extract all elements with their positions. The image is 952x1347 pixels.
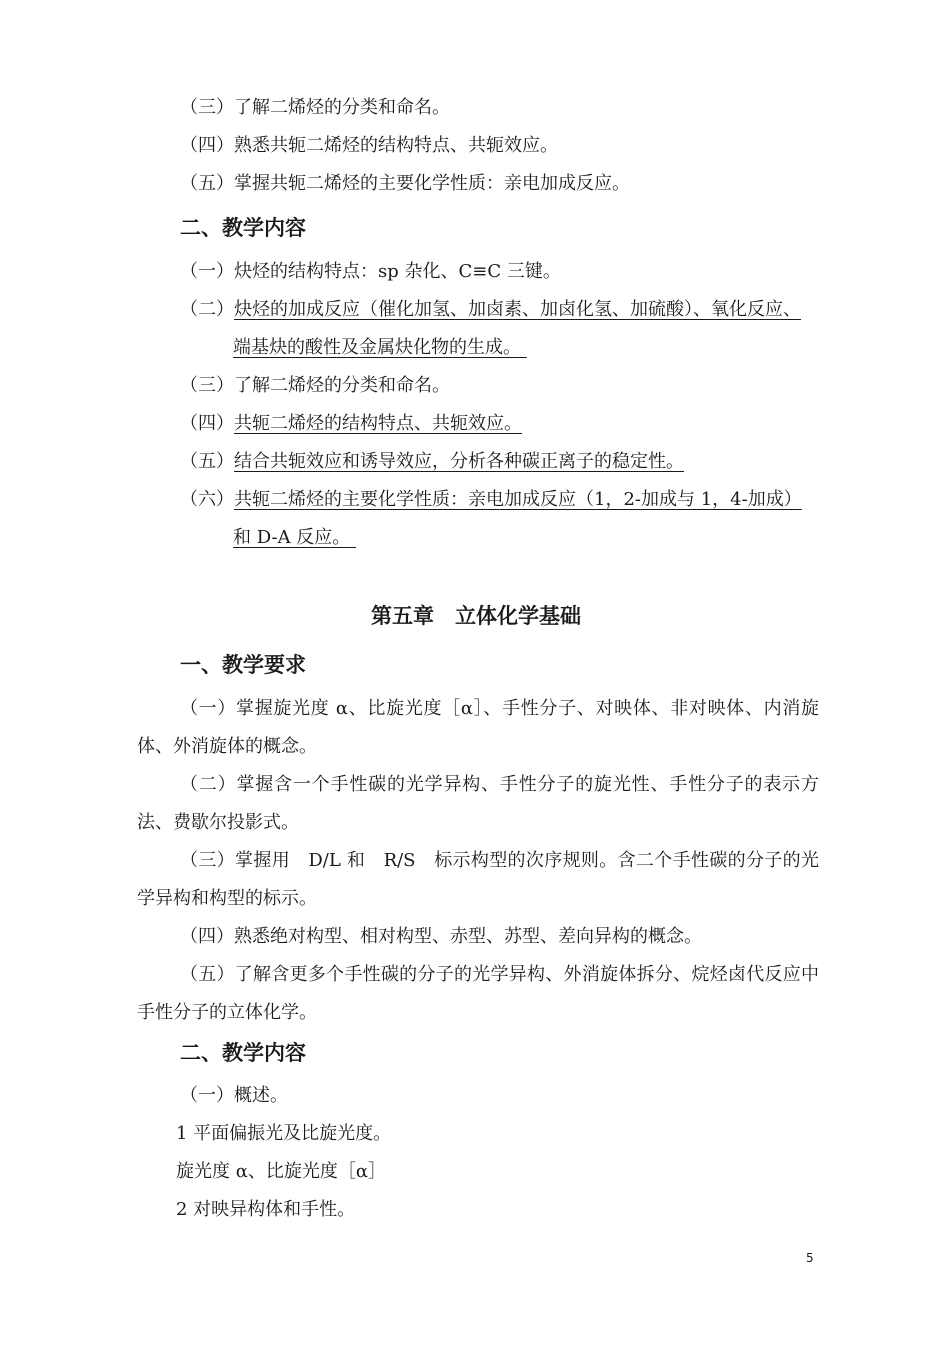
list-item [180, 134, 558, 158]
list-item [180, 412, 522, 436]
item-number: （六） [180, 489, 234, 510]
list-item [180, 172, 630, 196]
list-item-continuation [233, 336, 527, 360]
requirement-paragraph: （二）掌握含一个手性碳的光学异构、手性分子的旋光性、手性分子的表示方法、费歇尔投影式。 [137, 774, 819, 833]
item-text: 了解二烯烃的分类和命名。 [234, 97, 450, 118]
content-line: （一）概述。 [180, 1085, 288, 1106]
item-number: （四） [180, 135, 234, 156]
list-item [180, 374, 450, 398]
item-text: 共轭二烯烃的主要化学性质：亲电加成反应（1，2-加成与 1，4-加成） [234, 489, 802, 510]
requirement-paragraph: （五）了解含更多个手性碳的分子的光学异构、外消旋体拆分、烷烃卤代反应中手性分子的立体化学。 [137, 964, 819, 1023]
content-line: 旋光度 α、比旋光度［α］ [176, 1161, 387, 1182]
item-number: （三） [180, 375, 234, 396]
list-item [180, 450, 684, 474]
list-item [180, 96, 450, 120]
item-text: 炔烃的加成反应（催化加氢、加卤素、加卤化氢、加硫酸）、氧化反应、 [234, 299, 801, 320]
item-number: （五） [180, 451, 234, 472]
list-item [180, 488, 802, 512]
item-number: （五） [180, 173, 234, 194]
page-number: 5 [806, 1251, 814, 1265]
item-text: 炔烃的结构特点：sp 杂化、C≡C 三键。 [234, 261, 561, 282]
section-heading: 二、教学内容 [180, 1041, 306, 1065]
list-item [180, 298, 801, 322]
requirement-paragraph: （一）掌握旋光度 α、比旋光度［α］、手性分子、对映体、非对映体、内消旋体、外消旋体的概念。 [137, 698, 819, 757]
requirement-paragraph: （三）掌握用 D/L 和 R/S 标示构型的次序规则。含二个手性碳的分子的光学异构和构型的标示。 [137, 850, 819, 909]
item-text: 共轭二烯烃的结构特点、共轭效应。 [234, 413, 522, 434]
item-text: 端基炔的酸性及金属炔化物的生成。 [233, 337, 521, 358]
item-number: （三） [180, 97, 234, 118]
section-heading: 二、教学内容 [180, 216, 306, 240]
item-text: 了解二烯烃的分类和命名。 [234, 375, 450, 396]
content-line: 2 对映异构体和手性。 [176, 1199, 356, 1220]
list-item-continuation [233, 526, 356, 550]
section-heading: 一、教学要求 [180, 653, 306, 677]
item-text: 结合共轭效应和诱导效应，分析各种碳正离子的稳定性。 [234, 451, 684, 472]
list-item [180, 260, 561, 284]
item-number: （四） [180, 413, 234, 434]
content-line: 1 平面偏振光及比旋光度。 [176, 1123, 392, 1144]
requirement-paragraph: （四）熟悉绝对构型、相对构型、赤型、苏型、差向异构的概念。 [180, 926, 702, 947]
item-text: 熟悉共轭二烯烃的结构特点、共轭效应。 [234, 135, 558, 156]
item-text: 掌握共轭二烯烃的主要化学性质：亲电加成反应。 [234, 173, 630, 194]
item-text: 和 D-A 反应。 [233, 527, 351, 548]
item-number: （二） [180, 299, 234, 320]
chapter-title: 第五章 立体化学基础 [371, 604, 581, 628]
item-number: （一） [180, 261, 234, 282]
